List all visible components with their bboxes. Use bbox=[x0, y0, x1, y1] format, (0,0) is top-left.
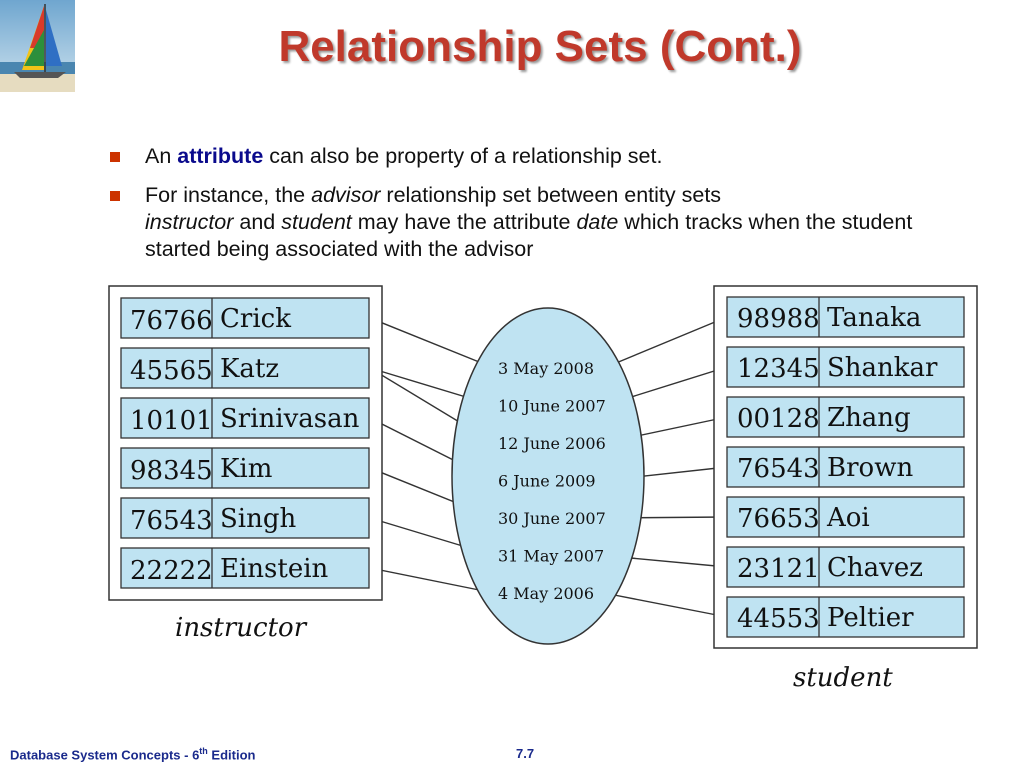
footer-book-suffix: Edition bbox=[207, 747, 256, 763]
instructor-label: instructor bbox=[175, 613, 307, 643]
relationship-date: 4 May 2006 bbox=[498, 584, 595, 603]
bullet-text: may have the attribute bbox=[351, 210, 577, 234]
italic-term: advisor bbox=[311, 183, 381, 207]
italic-term: instructor bbox=[145, 210, 234, 234]
student-name: Peltier bbox=[827, 603, 914, 633]
bullet-text: For instance, the bbox=[145, 183, 312, 207]
relationship-date: 6 June 2009 bbox=[498, 471, 596, 491]
instructor-name: Srinivasan bbox=[220, 404, 360, 434]
instructor-date-link-line bbox=[370, 318, 494, 368]
instructor-name: Einstein bbox=[220, 554, 329, 584]
instructor-name: Kim bbox=[220, 454, 273, 484]
student-id: 00128 bbox=[737, 404, 820, 434]
student-label: student bbox=[793, 663, 893, 693]
date-student-link-line bbox=[604, 593, 727, 617]
student-name: Chavez bbox=[827, 553, 923, 583]
relationship-date: 31 May 2007 bbox=[498, 546, 605, 566]
student-id: 44553 bbox=[737, 604, 820, 634]
keyword-attribute: attribute bbox=[177, 144, 264, 168]
student-id: 98988 bbox=[737, 304, 820, 334]
instructor-id: 76766 bbox=[130, 306, 213, 336]
instructor-name: Singh bbox=[220, 504, 297, 534]
student-name: Shankar bbox=[827, 353, 938, 383]
footer-book-title bbox=[10, 746, 255, 762]
student-id: 76653 bbox=[737, 504, 820, 534]
bullet-text: relationship set between entity sets bbox=[380, 183, 722, 207]
footer-page-number: 7.7 bbox=[516, 746, 535, 761]
student-name: Brown bbox=[827, 453, 914, 483]
italic-term: student bbox=[281, 210, 352, 234]
student-name: Aoi bbox=[827, 503, 870, 533]
bullet-text: which tracks when the student started being associated with the advisor bbox=[145, 210, 913, 261]
bullet-text: can also be property of a relationship set. bbox=[263, 144, 663, 168]
instructor-id: 76543 bbox=[130, 506, 213, 536]
bullet-text: An bbox=[145, 144, 178, 168]
relationship-date: 12 June 2006 bbox=[498, 434, 606, 453]
footer-book-prefix: Database System Concepts - 6 bbox=[10, 747, 200, 763]
student-name: Tanaka bbox=[827, 303, 922, 333]
bullet-text: and bbox=[233, 210, 282, 234]
student-id: 76543 bbox=[737, 454, 820, 484]
relationship-date: 10 June 2007 bbox=[498, 396, 606, 416]
date-student-link-line bbox=[604, 317, 727, 368]
student-id: 23121 bbox=[737, 554, 820, 584]
relationship-date: 30 June 2007 bbox=[498, 509, 606, 528]
instructor-id: 10101 bbox=[130, 406, 213, 436]
slide-title: Relationship Sets (Cont.) bbox=[278, 22, 802, 71]
instructor-id: 22222 bbox=[130, 556, 213, 586]
footer-book-sup: th bbox=[199, 746, 208, 756]
instructor-name: Katz bbox=[220, 354, 280, 384]
italic-term: date bbox=[576, 210, 619, 234]
relationship-date: 3 May 2008 bbox=[498, 359, 595, 378]
student-id: 12345 bbox=[737, 354, 820, 384]
instructor-name: Crick bbox=[220, 304, 291, 334]
instructor-id: 45565 bbox=[130, 356, 213, 386]
student-name: Zhang bbox=[827, 403, 911, 433]
instructor-id: 98345 bbox=[130, 456, 213, 486]
